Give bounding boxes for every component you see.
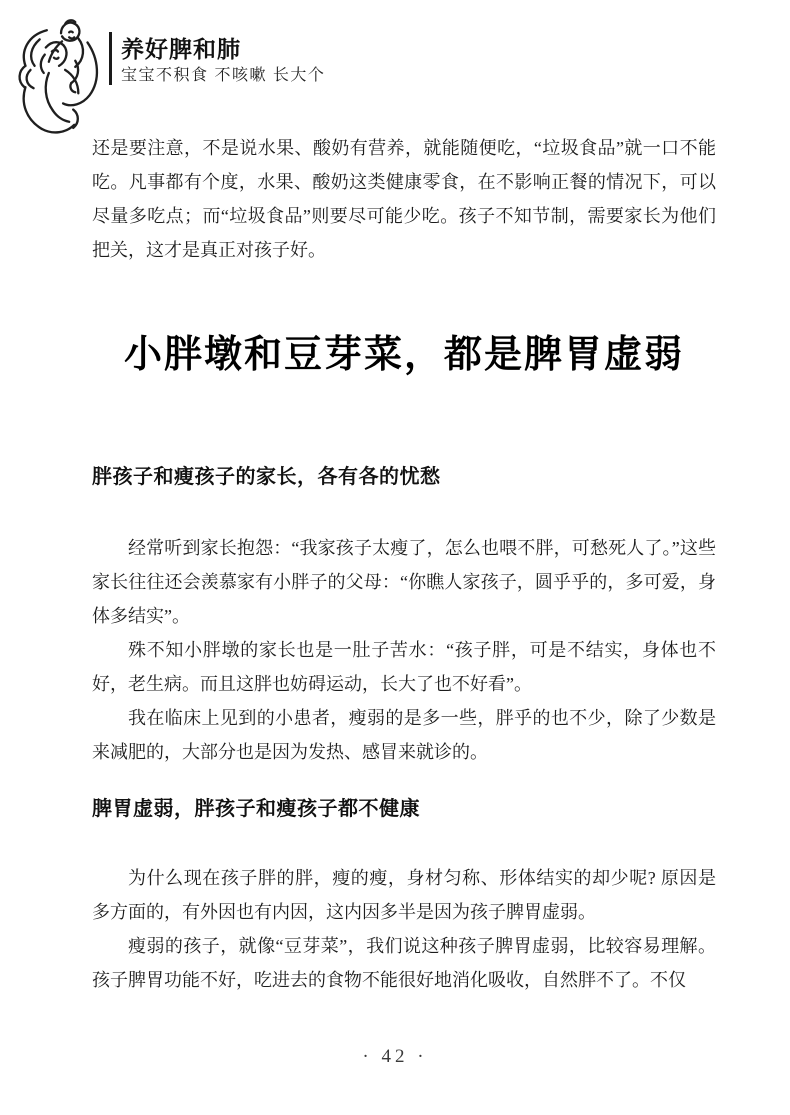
paragraph: 经常听到家长抱怨：“我家孩子太瘦了，怎么也喂不胖，可愁死人了。”这些家长往往还会羡慕家有小胖子的父母：“你瞧人家孩子，圆乎乎的，多可爱，身体多结实”。 [92, 538, 716, 626]
paragraph: 为什么现在孩子胖的胖，瘦的瘦，身材匀称、形体结实的却少呢? 原因是多方面的，有外因也有内因，这内因多半是因为孩子脾胃虚弱。 [92, 868, 716, 922]
section-heading-parents-worries: 胖孩子和瘦孩子的家长，各有各的忧愁 [92, 466, 441, 488]
section-heading-spleen-weakness: 脾胃虚弱，胖孩子和瘦孩子都不健康 [92, 798, 420, 820]
paragraph: 瘦弱的孩子，就像“豆芽菜”，我们说这种孩子脾胃虚弱，比较容易理解。孩子脾胃功能不好，吃进去的食物不能很好地消化吸收，自然胖不了。不仅 [92, 936, 716, 990]
paragraph: 我在临床上见到的小患者，瘦弱的是多一些，胖乎的也不少，除了少数是来减肥的，大部分也是因为发热、感冒来就诊的。 [92, 708, 716, 762]
page-number: · 42 · [362, 1046, 428, 1067]
paragraph: 殊不知小胖墩的家长也是一肚子苦水：“孩子胖，可是不结实，身体也不好，老生病。而且这胖也妨碍运动，长大了也不好看”。 [92, 640, 716, 694]
page-footer [0, 1046, 790, 1068]
intro-paragraph: 还是要注意，不是说水果、酸奶有营养，就能随便吃，“垃圾食品”就一口不能吃。凡事都有个度，水果、酸奶这类健康零食，在不影响正餐的情况下，可以尽量多吃点；而“垃圾食品”则要尽可能少吃。孩子不知节制，需要家长为他们把关，这才是真正对孩子好。 [92, 138, 716, 260]
chapter-title: 小胖墩和豆芽菜，都是脾胃虚弱 [123, 334, 684, 376]
book-subtitle: 宝宝不积食 不咳嗽 长大个 [121, 67, 326, 84]
book-title: 养好脾和肺 [121, 36, 241, 62]
